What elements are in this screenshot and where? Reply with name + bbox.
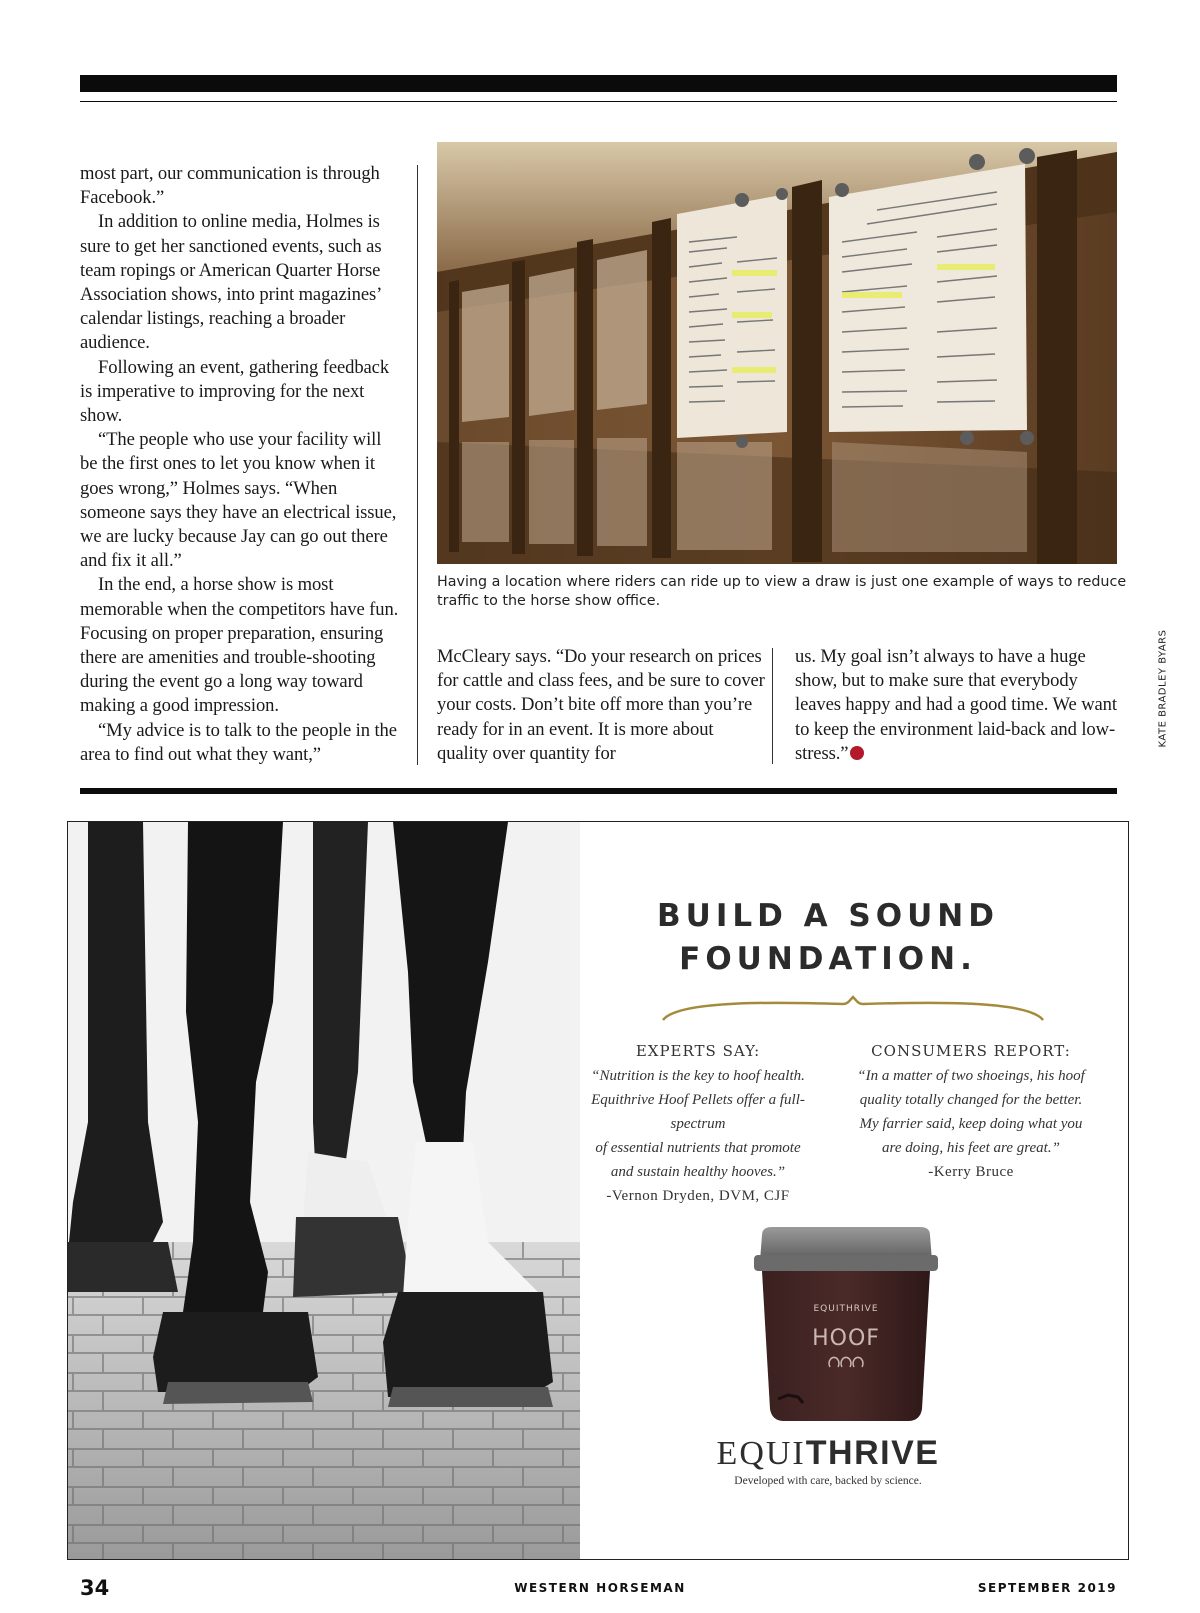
- issue-date: SEPTEMBER 2019: [977, 1581, 1117, 1595]
- top-rule-thin: [80, 101, 1117, 102]
- quote-line: are doing, his feet are great.”: [882, 1140, 1060, 1156]
- article-column-2: [437, 645, 767, 766]
- page-number: 34: [80, 1576, 110, 1600]
- consumers-heading: CONSUMERS REPORT:: [871, 1042, 1071, 1060]
- gold-flourish: [658, 992, 1048, 1022]
- paragraph: “My advice is to talk to the people in the area to find out what they want,”: [80, 719, 397, 765]
- consumers-quote: [846, 1064, 1096, 1160]
- hoof-supplement-tub: [748, 1227, 944, 1427]
- tub-brand: EQUITHRIVE: [813, 1304, 879, 1314]
- tub-product: HOOF: [812, 1326, 880, 1351]
- paragraph: In the end, a horse show is most memorable when the competitors have fun. Focusing on proper preparation, ensuring there are amenities and trouble-shooting during the event go a long way toward making a good impression.: [80, 574, 399, 717]
- headline-line: BUILD A SOUND: [657, 898, 999, 934]
- top-rule-thick: [80, 75, 1117, 92]
- experts-quote: [573, 1064, 823, 1184]
- article-column-1: [80, 162, 400, 767]
- advertisement: [67, 821, 1129, 1560]
- magazine-name: WESTERN HORSEMAN: [514, 1581, 686, 1595]
- quote-line: of essential nutrients that promote: [595, 1140, 801, 1156]
- logo-part-bold: THRIVE: [805, 1434, 940, 1472]
- paragraph: In addition to online media, Holmes is sure to get her sanctioned events, such as team ropings or American Quarter Horse Association shows, into print magazines’ calendar listings, reaching a broader audience.: [80, 211, 382, 354]
- experts-attribution: -Vernon Dryden, DVM, CJF: [606, 1188, 790, 1204]
- equithrive-logo: [668, 1434, 988, 1473]
- column-divider: [417, 165, 418, 765]
- paragraph: McCleary says. “Do your research on prices for cattle and class fees, and be sure to cover your costs. Don’t bite off more than you’re ready for in an event. It is more about quality over quantity for: [437, 646, 765, 764]
- quote-line: My farrier said, keep doing what you: [859, 1116, 1083, 1132]
- quote-line: Equithrive Hoof Pellets offer a full-spectrum: [591, 1092, 805, 1132]
- logo-part: EQUI: [716, 1435, 806, 1472]
- consumers-quote-block: [846, 1042, 1096, 1184]
- quote-line: “Nutrition is the key to hoof health.: [591, 1068, 805, 1084]
- article-column-3: [795, 645, 1125, 766]
- ad-headline: [628, 895, 1028, 981]
- ad-tagline: Developed with care, backed by science.: [734, 1475, 922, 1487]
- headline-line: FOUNDATION.: [679, 941, 977, 977]
- end-mark-logo: [850, 746, 864, 760]
- consumers-attribution: -Kerry Bruce: [928, 1164, 1014, 1180]
- section-rule: [80, 788, 1117, 794]
- paragraph: Following an event, gathering feedback is imperative to improving for the next show.: [80, 356, 390, 427]
- paragraph: “The people who use your facility will be the first ones to let you know when it goes wrong,” Holmes says. “When someone says they have an electrical issue, we are lucky because Jay can go out there and fix it all.”: [80, 429, 397, 572]
- quote-line: and sustain healthy hooves.”: [610, 1164, 786, 1180]
- draw-board-photo: [437, 142, 1117, 564]
- experts-heading: EXPERTS SAY:: [635, 1042, 761, 1060]
- paragraph-text: us. My goal isn’t always to have a huge show, but to make sure that everybody leaves happy and had a good time. We want to keep the environment laid-back and low-stress.”: [795, 646, 1117, 764]
- horse-legs-photo: [68, 822, 580, 1559]
- draw-board-image: [437, 142, 1117, 564]
- column-divider: [772, 648, 773, 764]
- paragraph: most part, our communication is through Facebook.”: [80, 163, 380, 209]
- quote-line: quality totally changed for the better.: [859, 1092, 1083, 1108]
- quote-line: “In a matter of two shoeings, his hoof: [857, 1068, 1085, 1084]
- photo-caption: Having a location where riders can ride up to view a draw is just one example of ways to reduce traffic to the horse show office.: [437, 574, 1127, 609]
- experts-quote-block: [573, 1042, 823, 1208]
- paragraph: [795, 645, 1125, 766]
- photo-credit: KATE BRADLEY BYARS: [1157, 629, 1169, 748]
